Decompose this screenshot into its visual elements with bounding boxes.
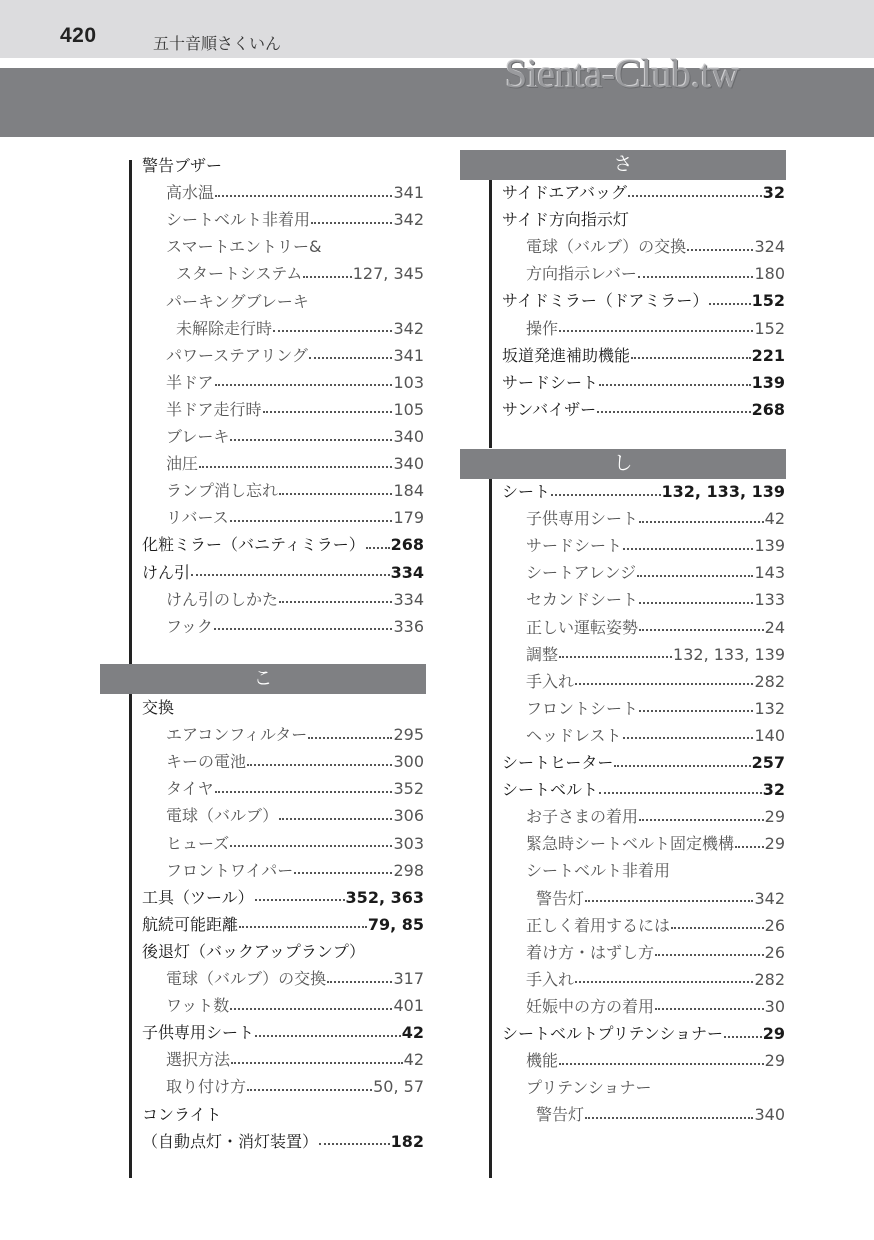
entry-page-ref: 127, 345 xyxy=(352,264,424,284)
entry-label: 正しく着用するには xyxy=(526,915,671,935)
leader-dots xyxy=(279,818,392,820)
right-column-bar xyxy=(489,180,492,448)
leader-dots xyxy=(279,601,392,603)
entry-page-ref: 26 xyxy=(764,915,785,935)
entry-page-ref: 140 xyxy=(754,725,785,745)
index-entry xyxy=(142,1101,424,1128)
index-entry xyxy=(526,505,785,532)
leader-dots xyxy=(319,1143,390,1145)
entry-label: 操作 xyxy=(526,318,559,338)
index-entry xyxy=(502,478,785,505)
entry-label: パーキングブレーキ xyxy=(166,291,309,311)
index-entry xyxy=(166,477,424,504)
entry-label: フロントワイパー xyxy=(166,860,294,880)
index-entry xyxy=(142,911,424,938)
entry-page-ref: 103 xyxy=(393,372,424,392)
leader-dots xyxy=(559,656,672,658)
leader-dots xyxy=(585,900,753,902)
leader-dots xyxy=(735,846,764,848)
entry-page-ref: 295 xyxy=(393,725,424,745)
left-column-bar xyxy=(129,160,132,664)
entry-page-ref: 352, 363 xyxy=(345,887,424,907)
index-entry xyxy=(502,369,785,396)
index-entry xyxy=(526,722,785,749)
index-entry xyxy=(526,993,785,1020)
index-entry xyxy=(502,179,785,206)
entry-label: 電球（バルブ）の交換 xyxy=(526,237,687,257)
entry-page-ref: 341 xyxy=(393,183,424,203)
leader-dots xyxy=(366,547,390,549)
leader-dots xyxy=(639,710,753,712)
entry-page-ref: 29 xyxy=(764,807,785,827)
leader-dots xyxy=(247,1089,372,1091)
index-entry xyxy=(166,992,424,1019)
leader-dots xyxy=(599,384,751,386)
leader-dots xyxy=(639,629,764,631)
leader-dots xyxy=(559,1063,764,1065)
index-entry xyxy=(526,966,785,993)
index-entry xyxy=(526,1074,785,1101)
index-entry xyxy=(142,938,424,965)
index-entry xyxy=(526,559,785,586)
entry-label: 後退灯（バックアップランプ） xyxy=(142,941,366,961)
page-number: 420 xyxy=(60,24,97,47)
index-entry xyxy=(526,586,785,613)
leader-dots xyxy=(247,764,392,766)
entry-page-ref: 306 xyxy=(393,806,424,826)
section-header-ko: こ xyxy=(100,664,426,694)
leader-dots xyxy=(263,411,393,413)
entry-label: ブレーキ xyxy=(166,427,230,446)
entry-page-ref: 324 xyxy=(754,237,785,257)
leader-dots xyxy=(585,1117,753,1119)
entry-label: タイヤ xyxy=(166,779,214,799)
index-entry xyxy=(142,531,424,558)
leader-dots xyxy=(215,384,393,386)
entry-label: ワット数 xyxy=(166,996,230,1016)
entry-label: ヘッドレスト xyxy=(526,725,622,745)
entry-page-ref: 24 xyxy=(764,617,785,637)
entry-page-ref: 29 xyxy=(764,834,785,854)
entry-page-ref: 184 xyxy=(393,481,424,501)
entry-label: 警告灯 xyxy=(536,1105,585,1125)
leader-dots xyxy=(671,927,764,929)
entry-label: 方向指示レバー xyxy=(526,264,637,284)
index-entry xyxy=(166,233,424,260)
entry-page-ref: 132, 133, 139 xyxy=(673,644,785,664)
entry-label: リバース xyxy=(166,508,229,528)
entry-page-ref: 334 xyxy=(390,562,424,582)
index-entry xyxy=(536,885,785,912)
leader-dots xyxy=(551,494,660,496)
page-header-band xyxy=(0,0,874,58)
index-entry xyxy=(526,695,785,722)
entry-label: サードシート xyxy=(502,372,599,392)
entry-page-ref: 105 xyxy=(393,399,424,419)
index-entry xyxy=(526,532,785,559)
entry-page-ref: 42 xyxy=(403,1050,424,1070)
index-entry xyxy=(526,641,785,668)
index-entry xyxy=(166,1046,424,1073)
leader-dots xyxy=(230,845,392,847)
entry-page-ref: 29 xyxy=(764,1051,785,1071)
entry-page-ref: 29 xyxy=(762,1024,785,1043)
index-entry xyxy=(502,776,785,803)
entry-label: 坂道発進補助機能 xyxy=(502,345,631,365)
entry-label: サイド方向指示灯 xyxy=(502,210,629,230)
entry-page-ref: 340 xyxy=(393,454,424,474)
entry-label: 調整 xyxy=(526,644,559,664)
index-entry xyxy=(526,830,785,857)
index-entry xyxy=(502,396,785,423)
index-entry xyxy=(526,233,785,260)
index-entry xyxy=(166,857,424,884)
entry-page-ref: 300 xyxy=(393,752,424,772)
entry-page-ref: 50, 57 xyxy=(373,1077,424,1097)
entry-label: 油圧 xyxy=(166,454,199,474)
entry-label: お子さまの着用 xyxy=(526,807,639,827)
leader-dots xyxy=(255,899,345,901)
entry-page-ref: 26 xyxy=(764,942,785,962)
leader-dots xyxy=(311,222,392,224)
index-entry xyxy=(502,749,785,776)
index-entry xyxy=(502,1020,785,1047)
entry-label: コンライト xyxy=(142,1104,222,1124)
entry-label: 子供専用シート xyxy=(142,1023,255,1043)
entry-label: 半ドア xyxy=(166,372,214,392)
page-title: 五十音順さくいん xyxy=(153,34,282,53)
entry-label: 着け方・はずし方 xyxy=(526,942,655,962)
entry-page-ref: 342 xyxy=(393,318,424,338)
leader-dots xyxy=(191,574,390,576)
section-header-sa: さ xyxy=(460,150,786,180)
entry-page-ref: 268 xyxy=(751,399,785,419)
entry-label: シートヒーター xyxy=(502,753,614,772)
entry-label: 選択方法 xyxy=(166,1050,231,1070)
leader-dots xyxy=(279,493,392,495)
entry-label: スタートシステム xyxy=(176,264,303,284)
entry-page-ref: 340 xyxy=(393,427,424,446)
entry-page-ref: 79, 85 xyxy=(367,914,424,934)
leader-dots xyxy=(230,520,393,522)
entry-label: 電球（バルブ） xyxy=(166,806,279,826)
index-entry xyxy=(142,152,424,179)
index-entry xyxy=(166,830,424,857)
entry-label: 工具（ツール） xyxy=(142,887,254,907)
entry-label: キーの電池 xyxy=(166,752,247,772)
entry-label: ランプ消し忘れ xyxy=(166,481,279,501)
index-entry xyxy=(166,206,424,233)
entry-page-ref: 139 xyxy=(751,372,785,392)
leader-dots xyxy=(303,276,351,278)
leader-dots xyxy=(597,411,751,413)
index-entry xyxy=(142,1128,424,1155)
index-entry xyxy=(502,342,785,369)
leader-dots xyxy=(639,602,753,604)
leader-dots xyxy=(631,357,751,359)
entry-page-ref: 132, 133, 139 xyxy=(661,482,785,501)
entry-page-ref: 152 xyxy=(754,318,785,338)
entry-page-ref: 221 xyxy=(751,345,785,365)
entry-label: 未解除走行時 xyxy=(176,318,273,338)
leader-dots xyxy=(294,872,392,874)
entry-label: 機能 xyxy=(526,1051,559,1071)
index-entry xyxy=(526,668,785,695)
entry-label: シート xyxy=(502,482,551,501)
leader-dots xyxy=(637,575,753,577)
entry-page-ref: 342 xyxy=(393,210,424,230)
entry-page-ref: 180 xyxy=(754,264,785,284)
index-entry xyxy=(166,288,424,315)
entry-label: 化粧ミラー（バニティミラー） xyxy=(142,535,365,555)
entry-page-ref: 303 xyxy=(393,833,424,853)
left-column-bar-lower xyxy=(129,694,132,1178)
index-entry xyxy=(166,504,424,531)
right-column-bar-lower xyxy=(489,479,492,1178)
index-entry xyxy=(536,1101,785,1128)
leader-dots xyxy=(709,303,750,305)
entry-label: サンバイザー xyxy=(502,399,597,419)
entry-page-ref: 336 xyxy=(393,616,424,636)
entry-page-ref: 282 xyxy=(754,969,785,989)
entry-label: 電球（バルブ）の交換 xyxy=(166,969,327,988)
entry-label: 緊急時シートベルト固定機構 xyxy=(526,834,735,854)
entry-page-ref: 133 xyxy=(754,590,785,610)
header-dark-band xyxy=(0,68,874,137)
leader-dots xyxy=(655,1008,764,1010)
entry-label: 正しい運転姿勢 xyxy=(526,617,639,637)
leader-dots xyxy=(623,548,753,550)
entry-label: 警告ブザー xyxy=(142,156,223,175)
entry-label: 交換 xyxy=(142,698,175,717)
entry-label: （自動点灯・消灯装置） xyxy=(142,1131,319,1151)
entry-label: けん引のしかた xyxy=(166,589,279,609)
entry-page-ref: 132 xyxy=(754,698,785,718)
entry-page-ref: 341 xyxy=(393,345,424,365)
index-entry xyxy=(166,396,424,423)
entry-label: エアコンフィルター xyxy=(166,725,308,745)
entry-page-ref: 152 xyxy=(751,291,785,311)
entry-page-ref: 340 xyxy=(754,1105,785,1125)
entry-page-ref: 317 xyxy=(393,969,424,988)
entry-page-ref: 42 xyxy=(401,1023,424,1043)
entry-label: パワーステアリング xyxy=(166,345,308,365)
index-entry xyxy=(142,1019,424,1046)
index-entry xyxy=(176,315,424,342)
entry-label: サードシート xyxy=(526,536,623,556)
entry-page-ref: 334 xyxy=(393,589,424,609)
leader-dots xyxy=(559,330,753,332)
entry-label: けん引 xyxy=(142,562,191,582)
index-entry xyxy=(526,939,785,966)
index-entry xyxy=(166,965,424,992)
index-entry xyxy=(526,260,785,287)
leader-dots xyxy=(575,683,753,685)
entry-page-ref: 42 xyxy=(764,509,785,529)
index-entry xyxy=(142,884,424,911)
index-entry xyxy=(166,802,424,829)
leader-dots xyxy=(639,521,764,523)
entry-label: シートアレンジ xyxy=(526,563,637,583)
entry-page-ref: 139 xyxy=(754,536,785,556)
entry-label: フロントシート xyxy=(526,698,639,718)
entry-label: シートベルト非着用 xyxy=(166,210,311,230)
index-entry xyxy=(166,450,424,477)
entry-page-ref: 179 xyxy=(393,508,424,528)
leader-dots xyxy=(623,737,754,739)
index-entry xyxy=(526,315,785,342)
entry-page-ref: 352 xyxy=(393,779,424,799)
index-entry xyxy=(166,179,424,206)
watermark: Sienta-Club.tw xyxy=(505,51,740,96)
leader-dots xyxy=(687,249,753,251)
index-entry xyxy=(176,260,424,287)
index-entry xyxy=(166,423,424,450)
leader-dots xyxy=(230,1008,392,1010)
entry-label: 子供専用シート xyxy=(526,509,639,529)
leader-dots xyxy=(327,981,392,983)
index-entry xyxy=(526,614,785,641)
entry-label: シートベルト xyxy=(502,780,599,800)
entry-page-ref: 298 xyxy=(393,860,424,880)
entry-page-ref: 30 xyxy=(764,996,785,1016)
index-entry xyxy=(502,287,785,314)
entry-label: スマートエントリー& xyxy=(166,237,322,257)
leader-dots xyxy=(724,1036,762,1038)
entry-label: 手入れ xyxy=(526,969,575,989)
entry-page-ref: 268 xyxy=(390,535,424,555)
entry-label: サイドエアバッグ xyxy=(502,183,627,202)
leader-dots xyxy=(638,276,754,278)
entry-label: 警告灯 xyxy=(536,888,585,908)
entry-label: 手入れ xyxy=(526,671,575,691)
section-header-shi: し xyxy=(460,449,786,479)
leader-dots xyxy=(231,1062,403,1064)
leader-dots xyxy=(215,195,392,197)
entry-label: 高水温 xyxy=(166,183,215,203)
index-entry xyxy=(142,559,424,586)
entry-page-ref: 143 xyxy=(754,563,785,583)
index-entry xyxy=(166,721,424,748)
index-entry xyxy=(166,613,424,640)
leader-dots xyxy=(273,330,392,332)
leader-dots xyxy=(239,926,367,928)
index-entry xyxy=(502,206,785,233)
leader-dots xyxy=(599,792,762,794)
index-entry xyxy=(166,748,424,775)
leader-dots xyxy=(255,1035,401,1037)
index-entry xyxy=(526,803,785,830)
leader-dots xyxy=(308,737,392,739)
entry-page-ref: 32 xyxy=(762,780,785,800)
entry-label: 取り付け方 xyxy=(166,1077,247,1097)
index-entry xyxy=(526,912,785,939)
leader-dots xyxy=(309,357,393,359)
entry-label: フック xyxy=(166,616,213,636)
entry-page-ref: 257 xyxy=(751,753,785,772)
entry-page-ref: 342 xyxy=(754,888,785,908)
leader-dots xyxy=(215,791,393,793)
leader-dots xyxy=(214,628,393,630)
entry-page-ref: 401 xyxy=(393,996,424,1016)
entry-label: シートベルトプリテンショナー xyxy=(502,1024,724,1043)
entry-page-ref: 32 xyxy=(762,183,785,202)
leader-dots xyxy=(614,765,750,767)
leader-dots xyxy=(628,195,762,197)
entry-page-ref: 182 xyxy=(390,1131,424,1151)
leader-dots xyxy=(230,439,392,441)
index-entry xyxy=(142,694,424,721)
index-entry xyxy=(166,369,424,396)
leader-dots xyxy=(575,981,753,983)
index-entry xyxy=(166,342,424,369)
entry-label: 妊娠中の方の着用 xyxy=(526,996,655,1016)
index-entry xyxy=(526,857,785,884)
index-entry xyxy=(166,1073,424,1100)
entry-label: 半ドア走行時 xyxy=(166,399,262,419)
leader-dots xyxy=(199,466,392,468)
leader-dots xyxy=(655,954,764,956)
entry-label: 航続可能距離 xyxy=(142,914,239,934)
leader-dots xyxy=(639,819,764,821)
index-entry xyxy=(526,1047,785,1074)
entry-page-ref: 282 xyxy=(754,671,785,691)
entry-label: シートベルト非着用 xyxy=(526,861,671,881)
entry-label: プリテンショナー xyxy=(526,1078,652,1098)
entry-label: ヒューズ xyxy=(166,833,230,853)
index-entry xyxy=(166,775,424,802)
entry-label: セカンドシート xyxy=(526,590,639,610)
index-entry xyxy=(166,586,424,613)
entry-label: サイドミラー（ドアミラー） xyxy=(502,291,709,311)
